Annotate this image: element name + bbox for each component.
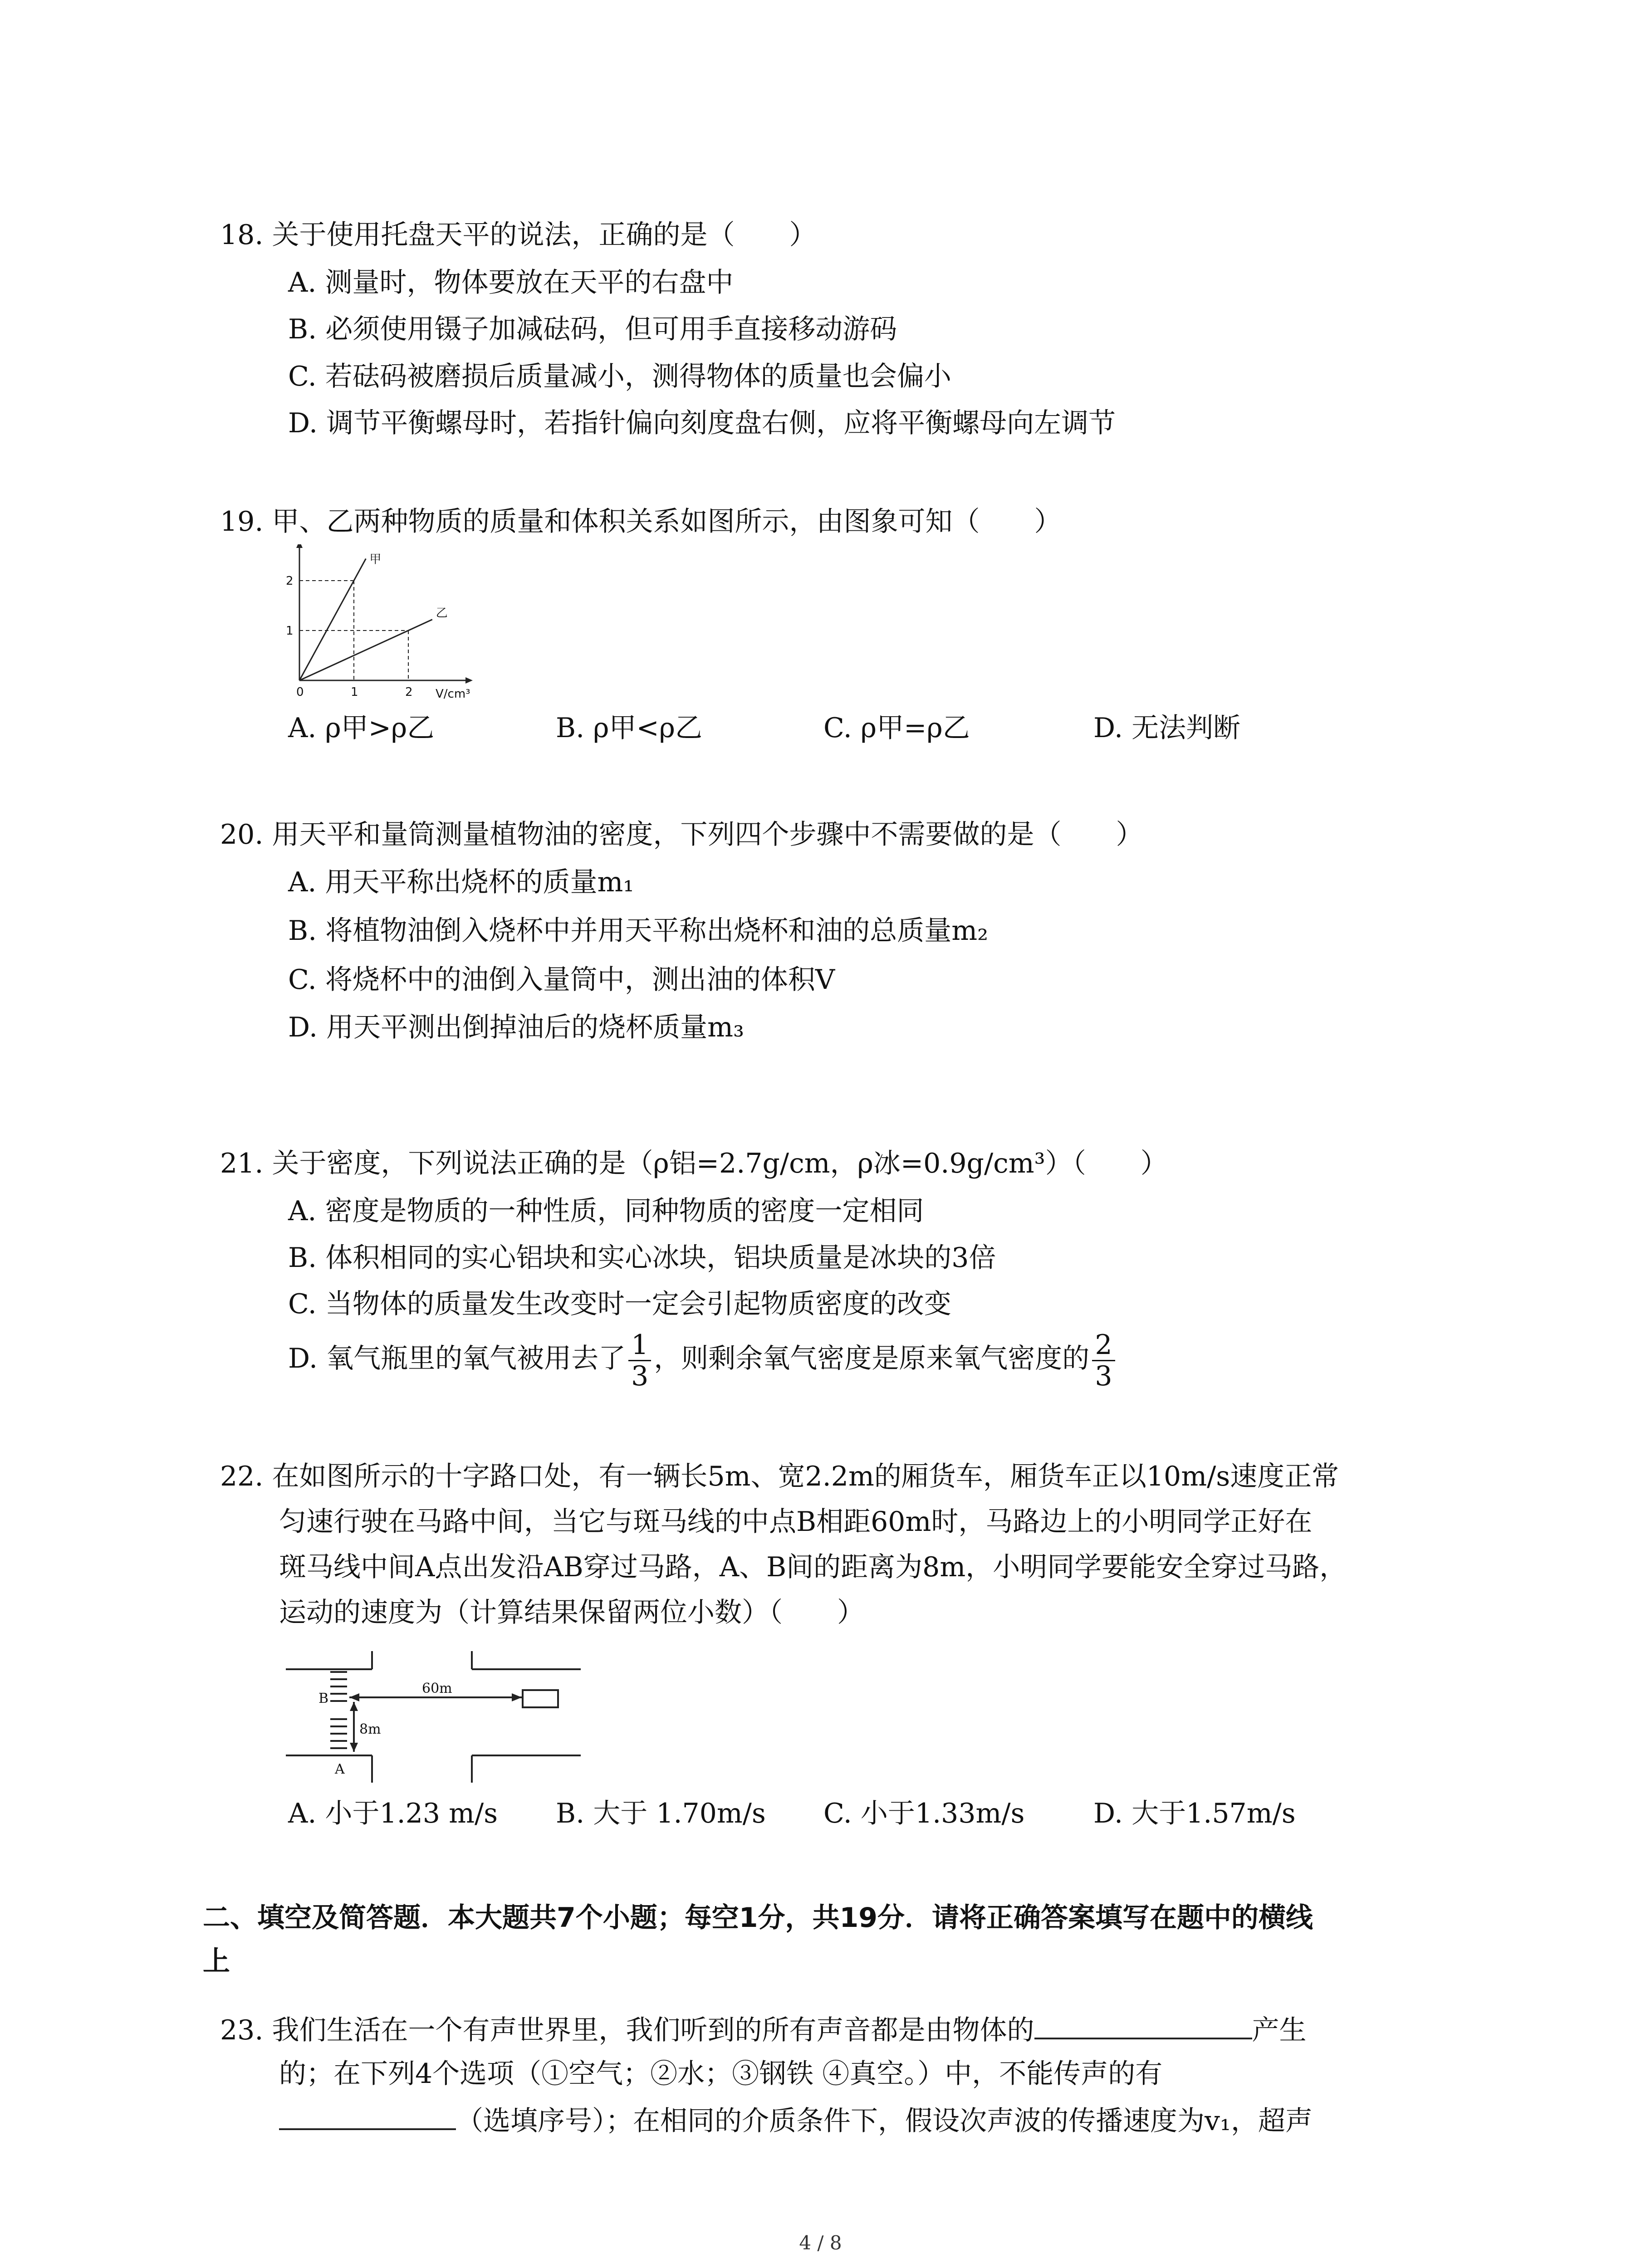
point-a-label: A <box>335 1761 345 1777</box>
answer-blank-1[interactable] <box>1034 2010 1252 2039</box>
option-d-text-2: ，则剩余氧气密度是原来氧气密度的 <box>654 1343 1090 1374</box>
fraction-one-third <box>628 1330 651 1391</box>
stem-text: （选填序号）；在相同的介质条件下，假设次声波的传播速度为v₁，超声 <box>456 2105 1313 2137</box>
question-stem-line-4: 运动的速度为（计算结果保留两位小数）（ ） <box>279 1597 864 1628</box>
label-60m: 60m <box>422 1681 452 1696</box>
series-label: 乙 <box>436 606 448 620</box>
question-stem: 21. 关于密度，下列说法正确的是（ρ铝=2.7g/cm，ρ冰=0.9g/cm³）（ ） <box>220 1148 1168 1179</box>
option-c: C. 小于1.33m/s <box>823 1798 1025 1829</box>
option-a: A. 测量时，物体要放在天平的右盘中 <box>288 267 734 298</box>
label-8m: 8m <box>359 1721 381 1737</box>
y-axis-label <box>274 544 298 545</box>
option-b: B. ρ甲<ρ乙 <box>556 712 703 744</box>
option-d: D. 调节平衡螺母时，若指针偏向刻度盘右侧，应将平衡螺母向左调节 <box>288 407 1116 439</box>
section-heading-line-1: 二、填空及简答题．本大题共7个小题；每空1分，共19分．请将正确答案填写在题中的横线 <box>203 1902 1313 1934</box>
point-b-label: B <box>318 1691 329 1706</box>
y-axis-arrow <box>296 544 303 548</box>
y-tick-label: 2 <box>286 574 294 588</box>
option-a: A. 密度是物质的一种性质，同种物质的密度一定相同 <box>288 1195 924 1227</box>
series-line <box>299 620 432 680</box>
option-c: C. ρ甲=ρ乙 <box>823 712 970 744</box>
option-b: B. 将植物油倒入烧杯中并用天平称出烧杯和油的总质量m₂ <box>288 915 989 947</box>
x-tick-label: 1 <box>351 685 358 699</box>
option-c: C. 将烧杯中的油倒入量筒中，测出油的体积V <box>288 964 835 996</box>
fraction-numerator: 1 <box>628 1330 651 1361</box>
option-d-text-1: D. 氧气瓶里的氧气被用去了 <box>288 1343 626 1374</box>
stem-text-after-blank: 产生 <box>1252 2014 1307 2046</box>
fraction-two-thirds <box>1092 1330 1115 1391</box>
option-a: A. 小于1.23 m/s <box>288 1798 498 1829</box>
option-a: A. ρ甲>ρ乙 <box>288 712 435 744</box>
series-label: 甲 <box>369 552 382 567</box>
question-stem: 20. 用天平和量筒测量植物油的密度，下列四个步骤中不需要做的是（ ） <box>220 819 1143 850</box>
option-c: C. 若砝码被磨损后质量减小，测得物体的质量也会偏小 <box>288 361 951 392</box>
option-c: C. 当物体的质量发生改变时一定会引起物质密度的改变 <box>288 1288 951 1320</box>
fraction-denominator: 3 <box>1095 1360 1112 1392</box>
question-stem: 18. 关于使用托盘天平的说法，正确的是（ ） <box>220 219 817 251</box>
mass-volume-graph <box>272 544 490 708</box>
page-number: 4 / 8 <box>799 2232 842 2254</box>
question-stem-line-1 <box>220 2010 1307 2048</box>
question-stem-line-2: 匀速行驶在马路中间，当它与斑马线的中点B相距60m时，马路边上的小明同学正好在 <box>279 1506 1313 1538</box>
option-d: D. 大于1.57m/s <box>1093 1798 1296 1829</box>
option-b: B. 体积相同的实心铝块和实心冰块，铝块质量是冰块的3倍 <box>288 1242 996 1274</box>
stem-text: 23. 我们生活在一个有声世界里，我们听到的所有声音都是由物体的 <box>220 2014 1034 2046</box>
y-tick-label: 1 <box>286 624 294 638</box>
option-b: B. 必须使用镊子加减砝码，但可用手直接移动游码 <box>288 313 897 345</box>
x-axis-label: V/cm³ <box>436 687 470 701</box>
series-line <box>299 559 366 680</box>
section-heading <box>203 1896 1464 1983</box>
question-stem-line-3: 斑马线中间A点出发沿AB穿过马路，A、B间的距离为8m，小明同学要能安全穿过马路， <box>279 1551 1347 1583</box>
option-d: D. 无法判断 <box>1093 712 1241 744</box>
x-tick-label: 0 <box>296 685 304 699</box>
option-d: D. 用天平测出倒掉油后的烧杯质量m₃ <box>288 1012 745 1043</box>
question-stem-line-2: 的；在下列4个选项（①空气；②水；③钢铁 ④真空。）中，不能传声的有 <box>279 2058 1163 2090</box>
question-stem-line-1: 22. 在如图所示的十字路口处，有一辆长5m、宽2.2m的厢货车，厢货车正以10m/s速度正常 <box>220 1461 1339 1492</box>
x-tick-label: 2 <box>405 685 413 699</box>
x-axis-arrow <box>465 677 473 684</box>
crossroad-diagram <box>281 1651 599 1796</box>
fraction-denominator: 3 <box>631 1360 649 1392</box>
fraction-numerator: 2 <box>1092 1330 1115 1361</box>
option-a: A. 用天平称出烧杯的质量m₁ <box>288 866 634 898</box>
option-b: B. 大于 1.70m/s <box>556 1798 766 1829</box>
answer-blank-2[interactable] <box>279 2101 456 2130</box>
option-d <box>288 1327 1118 1391</box>
truck-rect <box>523 1690 558 1707</box>
section-heading-line-2: 上 <box>203 1945 230 1977</box>
question-stem-line-3 <box>279 2101 1313 2139</box>
zebra-crossing <box>330 1672 347 1748</box>
question-stem: 19. 甲、乙两种物质的质量和体积关系如图所示，由图象可知（ ） <box>220 506 1062 538</box>
